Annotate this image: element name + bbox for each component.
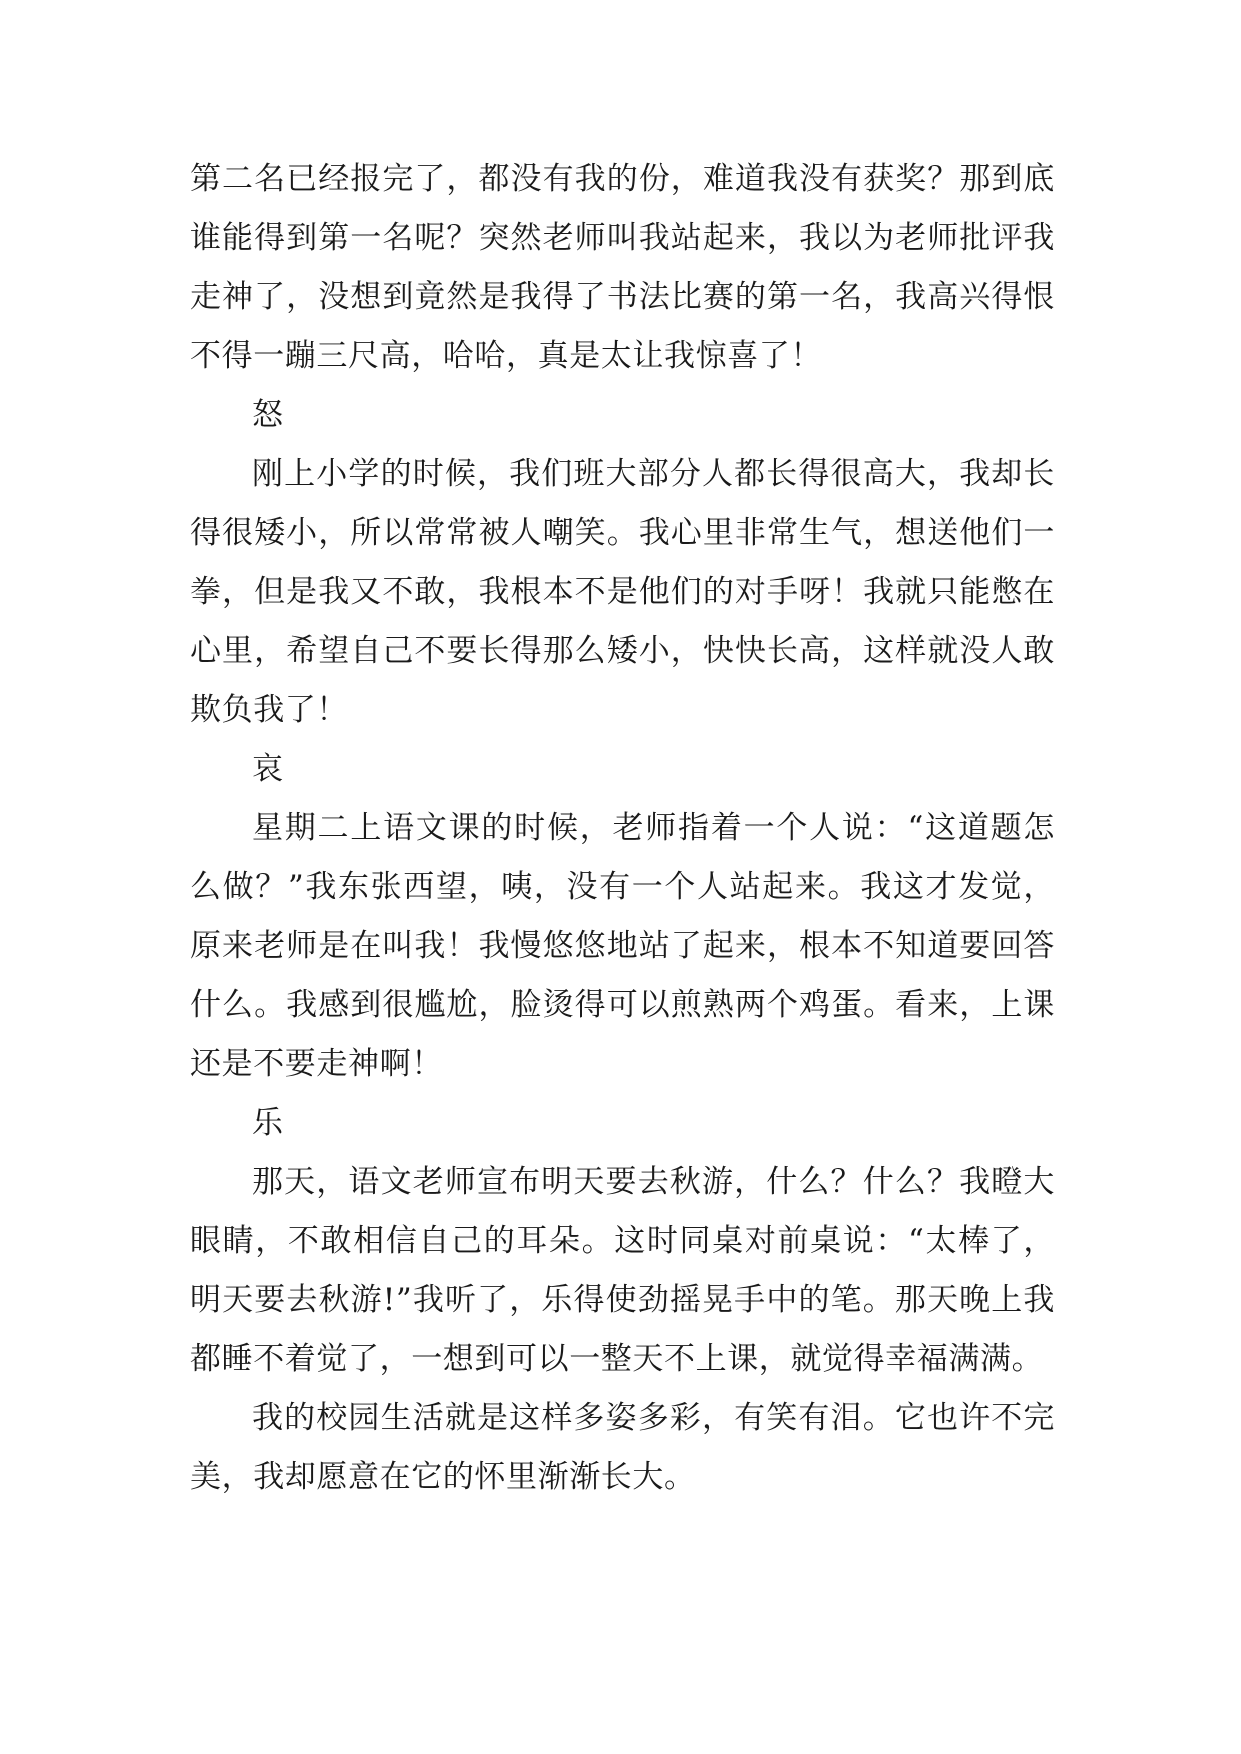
paragraph-continued: 第二名已经报完了，都没有我的份，难道我没有获奖？那到底谁能得到第一名呢？突然老师叫我站起来，我以为老师批评我走神了，没想到竟然是我得了书法比赛的第一名，我高兴得恨不得一蹦三尺高，哈哈，真是太让我惊喜了！ (190, 161, 1055, 374)
paragraph-le: 那天，语文老师宣布明天要去秋游，什么？什么？我瞪大眼睛，不敢相信自己的耳朵。这时同桌对前桌说：“太棒了，明天要去秋游!”我听了，乐得使劲摇晃手中的笔。那天晚上我都睡不着觉了，一想到可以一整天不上课，就觉得幸福满满。 (190, 1164, 1055, 1377)
paragraph-nu: 刚上小学的时候，我们班大部分人都长得很高大，我却长得很矮小，所以常常被人嘲笑。我心里非常生气，想送他们一拳，但是我又不敢，我根本不是他们的对手呀！我就只能憋在心里，希望自己不要长得那么矮小，快快长高，这样就没人敢欺负我了！ (190, 456, 1055, 728)
document-page (190, 150, 1055, 1507)
section-heading-le: 乐 (252, 1105, 284, 1141)
section-heading-nu: 怒 (252, 397, 284, 433)
paragraph-conclusion: 我的校园生活就是这样多姿多彩，有笑有泪。它也许不完美，我却愿意在它的怀里渐渐长大。 (190, 1400, 1055, 1495)
paragraph-ai: 星期二上语文课的时候，老师指着一个人说：“这道题怎么做？”我东张西望，咦，没有一个人站起来。我这才发觉，原来老师是在叫我！我慢悠悠地站了起来，根本不知道要回答什么。我感到很尴尬，脸烫得可以煎熟两个鸡蛋。看来，上课还是不要走神啊！ (190, 810, 1055, 1082)
section-heading-ai: 哀 (252, 751, 284, 787)
